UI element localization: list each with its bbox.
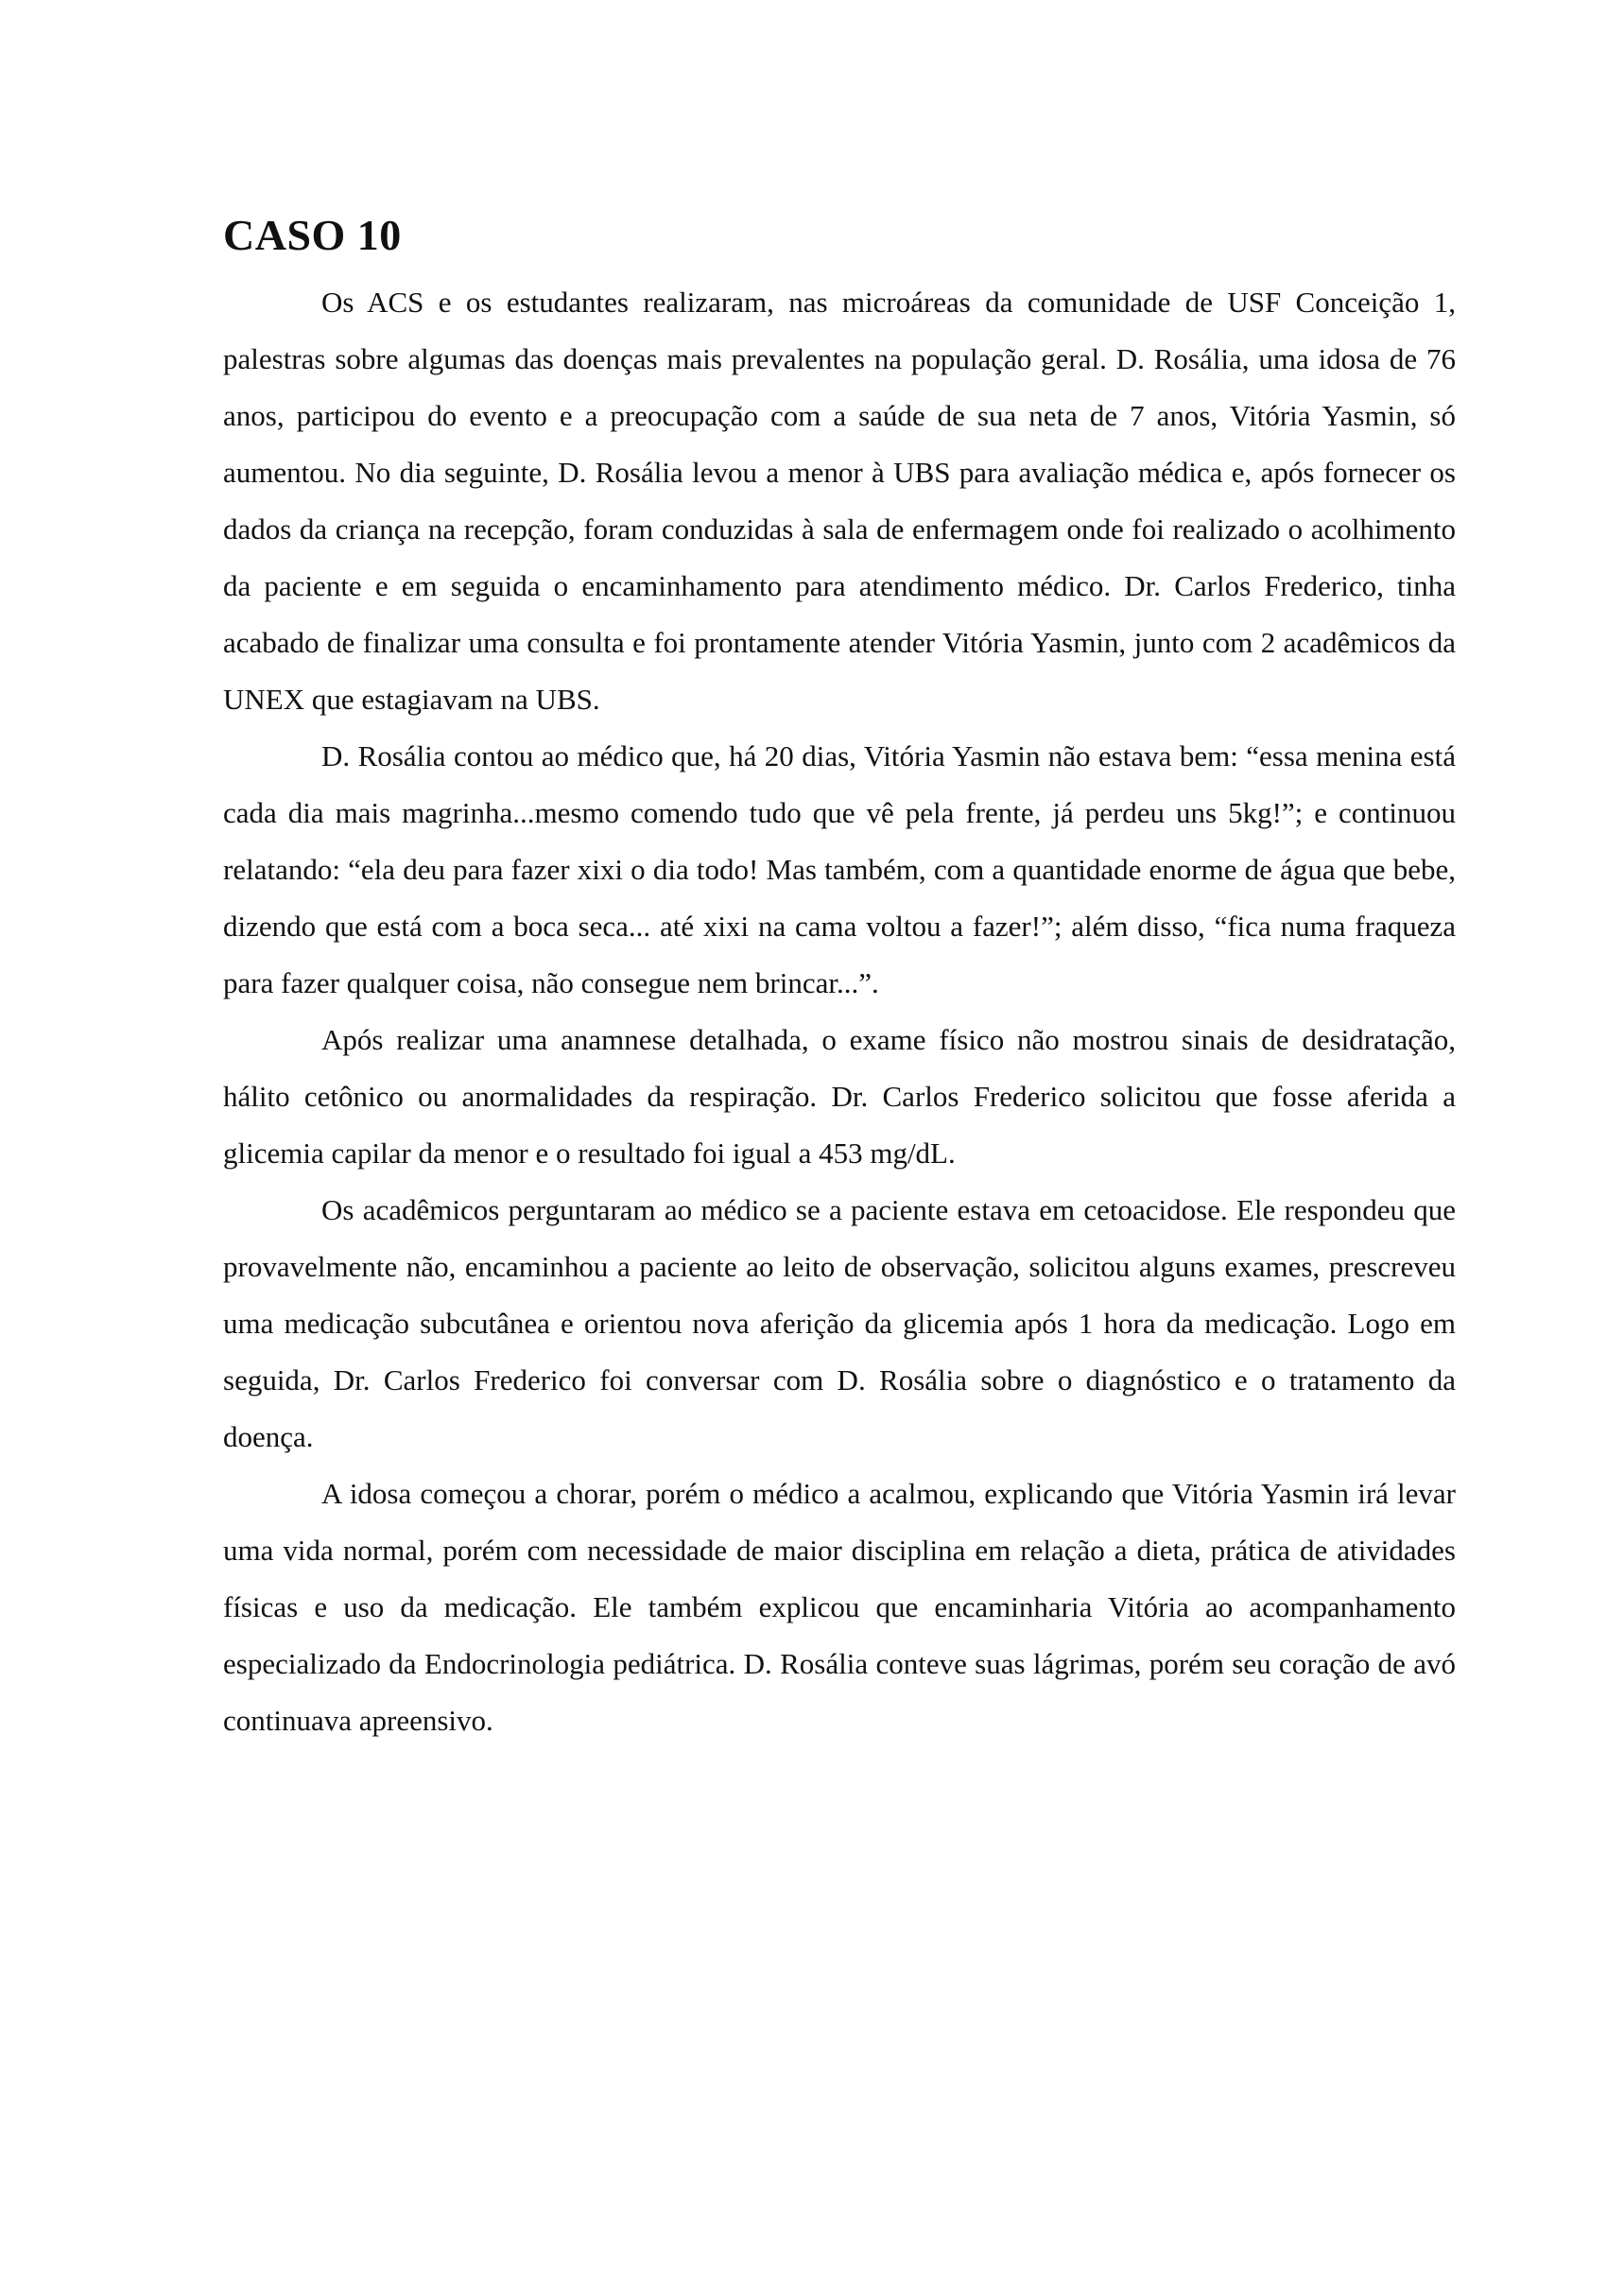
document-body [223,211,1456,1749]
paragraph-exam: Após realizar uma anamnese detalhada, o exame físico não mostrou sinais de desidratação, hálito cetônico ou anormalidades da respiração. Dr. Carlos Frederico solicitou que fosse aferida a glicemia capilar da menor e o resultado foi igual a 453 mg/dL. [223,1023,1456,1170]
case-title: CASO 10 [223,211,402,259]
paragraph-symptoms: D. Rosália contou ao médico que, há 20 dias, Vitória Yasmin não estava bem: “essa menina está cada dia mais magrinha...mesmo comendo tudo que vê pela frente, já perdeu uns 5kg!”; e continuou relatando: “ela deu para fazer xixi o dia todo! Mas também, com a quantidade enorme de água que bebe, dizendo que está com a boca seca... até xixi na cama voltou a fazer!”; além disso, “fica numa fraqueza para fazer qualquer coisa, não consegue nem brincar...”. [223,739,1456,999]
paragraph-diagnosis: Os acadêmicos perguntaram ao médico se a paciente estava em cetoacidose. Ele respondeu que provavelmente não, encaminhou a paciente ao leito de observação, solicitou alguns exames, prescreveu uma medicação subcutânea e orientou nova aferição da glicemia após 1 hora da medicação. Logo em seguida, Dr. Carlos Frederico foi conversar com D. Rosália sobre o diagnóstico e o tratamento da doença. [223,1193,1456,1453]
paragraph-outcome: A idosa começou a chorar, porém o médico a acalmou, explicando que Vitória Yasmin irá levar uma vida normal, porém com necessidade de maior disciplina em relação a dieta, prática de atividades físicas e uso da medicação. Ele também explicou que encaminharia Vitória ao acompanhamento especializado da Endocrinologia pediátrica. D. Rosália conteve suas lágrimas, porém seu coração de avó continuava apreensivo. [223,1477,1456,1737]
paragraph-intro: Os ACS e os estudantes realizaram, nas microáreas da comunidade de USF Conceição 1, palestras sobre algumas das doenças mais prevalentes na população geral. D. Rosália, uma idosa de 76 anos, participou do evento e a preocupação com a saúde de sua neta de 7 anos, Vitória Yasmin, só aumentou. No dia seguinte, D. Rosália levou a menor à UBS para avaliação médica e, após fornecer os dados da criança na recepção, foram conduzidas à sala de enfermagem onde foi realizado o acolhimento da paciente e em seguida o encaminhamento para atendimento médico. Dr. Carlos Frederico, tinha acabado de finalizar uma consulta e foi prontamente atender Vitória Yasmin, junto com 2 acadêmicos da UNEX que estagiavam na UBS. [223,286,1456,716]
